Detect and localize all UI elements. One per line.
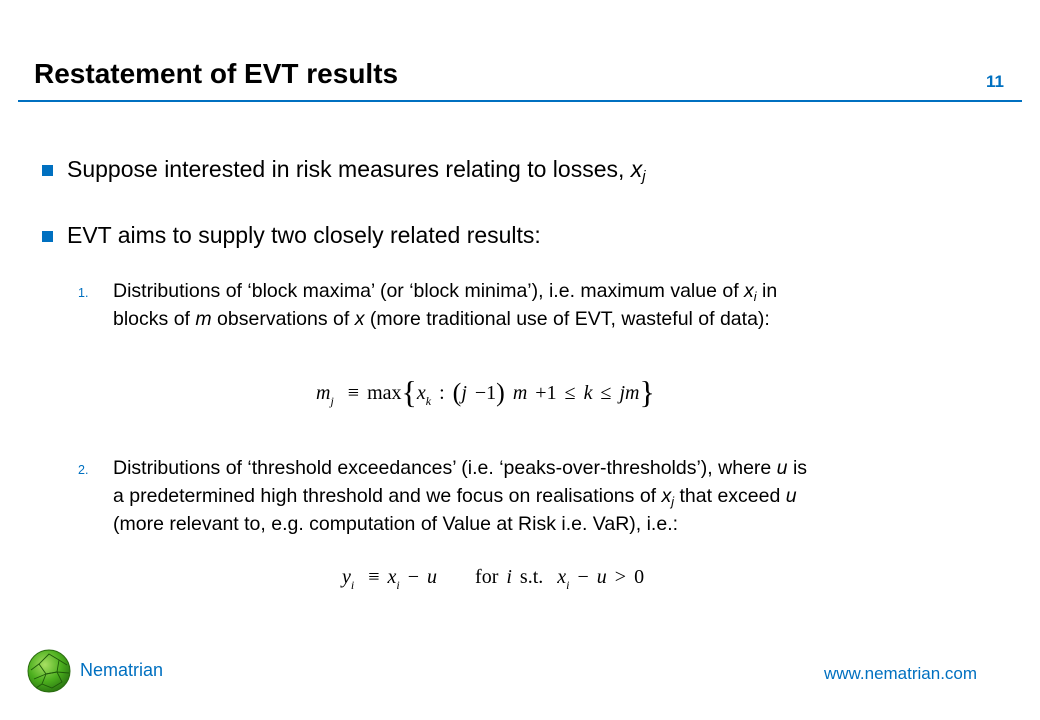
equation-threshold-exceedance: $y_i \equiv x_i - u$ for i s.t. $x_i - u > 0$ <box>342 566 645 592</box>
bullet-text-2 <box>67 221 541 249</box>
item-2-line-3: (more relevant to, e.g. computation of Value at Risk i.e. VaR), i.e.: <box>113 513 679 535</box>
equation-block-maxima: $m_j \equiv \max\{x_k$ : (j −1) m +1 ≤ k ≤ jm} <box>316 374 655 410</box>
brand-name: Nematrian <box>80 660 164 680</box>
bullet-text-1 <box>67 155 646 183</box>
item-2-line-2: a predetermined high threshold and we focus on realisations of $x_j$ that exceed u <box>113 485 797 509</box>
item-1-line-1: Distributions of ‘block maxima’ (or ‘block minima’), i.e. maximum value of $x_i$ in <box>113 280 778 304</box>
title-divider <box>18 100 1022 102</box>
bullet-marker <box>42 231 53 242</box>
bullet-1-text: Suppose interested in risk measures relating to losses, <box>67 156 631 182</box>
bullet-1-var: x <box>630 156 643 182</box>
nematrian-logo-icon <box>26 648 72 694</box>
page-title: Restatement of EVT results <box>34 58 399 89</box>
bullet-1-sub: j <box>642 168 646 185</box>
item-text-1 <box>113 277 993 333</box>
website-link[interactable]: www.nematrian.com <box>824 664 978 683</box>
bullet-2-text: EVT aims to supply two closely related results: <box>67 222 541 248</box>
item-text-2 <box>113 454 993 538</box>
page-number: 11 <box>986 72 1004 91</box>
item-1-line-2: blocks of m observations of x (more traditional use of EVT, wasteful of data): <box>113 308 770 330</box>
item-number-2: 2. <box>78 463 89 477</box>
item-2-line-1: Distributions of ‘threshold exceedances’ (i.e. ‘peaks-over-thresholds’), where u is <box>113 457 808 479</box>
item-number-1: 1. <box>78 286 89 300</box>
bullet-marker <box>42 165 53 176</box>
